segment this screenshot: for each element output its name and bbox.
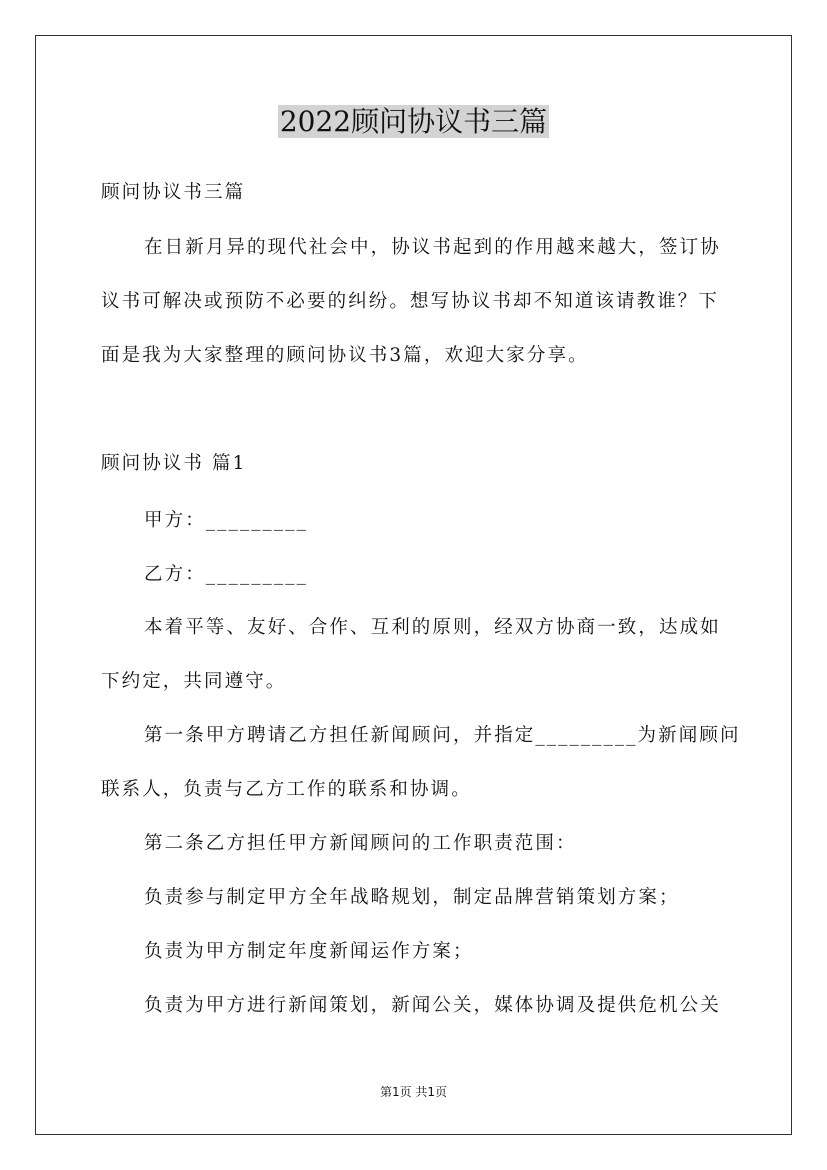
document-title-text: 2022顾问协议书三篇: [279, 105, 548, 138]
party-a-line: 甲方：_________: [144, 510, 308, 531]
intro-line-3: 面是我为大家整理的顾问协议书3篇，欢迎大家分享。: [101, 345, 589, 366]
duty-line-1: 负责参与制定甲方全年战略规划，制定品牌营销策划方案；: [144, 887, 680, 908]
page-footer: 第1页 共1页: [379, 1085, 448, 1099]
duty-line-3: 负责为甲方进行新闻策划，新闻公关，媒体协调及提供危机公关: [144, 995, 721, 1016]
document-subtitle: 顾问协议书三篇: [101, 182, 246, 203]
principle-line-1: 本着平等、友好、合作、互利的原则，经双方协商一致，达成如: [144, 617, 721, 638]
article2-line: 第二条乙方担任甲方新闻顾问的工作职责范围：: [144, 833, 577, 854]
party-b-line: 乙方：_________: [144, 564, 308, 585]
intro-line-2: 议书可解决或预防不必要的纠纷。想写协议书却不知道该请教谁？下: [101, 291, 720, 312]
document-title: [0, 100, 827, 144]
duty-line-2: 负责为甲方制定年度新闻运作方案；: [144, 941, 474, 962]
article1-line-2: 联系人，负责与乙方工作的联系和协调。: [101, 779, 472, 800]
intro-line-1: 在日新月异的现代社会中，协议书起到的作用越来越大，签订协: [144, 237, 721, 258]
principle-line-2: 下约定，共同遵守。: [101, 671, 287, 692]
section-heading: 顾问协议书 篇1: [101, 453, 247, 474]
article1-line-1: 第一条甲方聘请乙方担任新闻顾问，并指定_________为新闻顾问: [144, 725, 741, 746]
